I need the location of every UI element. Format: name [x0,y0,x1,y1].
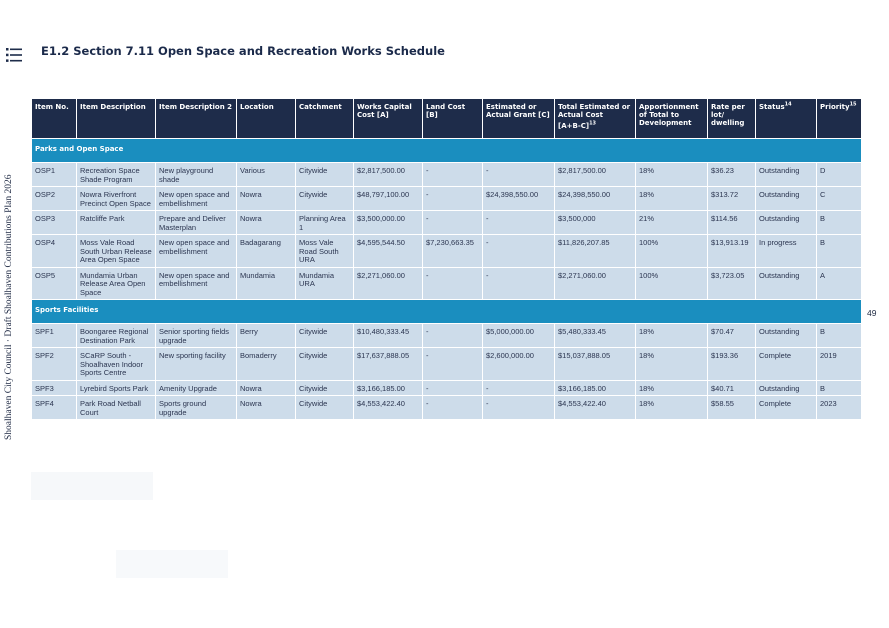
cell-rate: $13,913.19 [708,235,755,267]
cell-catchment: Citywide [296,324,353,347]
footnote-15: 15 [849,101,857,108]
cell-item-description: Ratcliffe Park [77,211,155,234]
cell-catchment: Citywide [296,163,353,186]
cell-location: Nowra [237,381,295,396]
header-location: Location [237,99,295,138]
cell-location: Nowra [237,396,295,419]
cell-land-cost: - [423,348,482,380]
cell-apportionment: 18% [636,187,707,210]
cell-status: Complete [756,396,816,419]
cell-rate: $193.36 [708,348,755,380]
header-works-capital-cost: Works Capital Cost [A] [354,99,422,138]
cell-works-capital-cost: $2,271,060.00 [354,268,422,300]
cell-item-description-2: Prepare and Deliver Masterplan [156,211,236,234]
cell-total-cost: $5,480,333.45 [555,324,635,347]
table-row [32,187,861,210]
cell-item-description-2: Senior sporting fields upgrade [156,324,236,347]
footnote-13: 13 [589,120,597,127]
cell-item-description: Recreation Space Shade Program [77,163,155,186]
cell-item-description-2: New open space and embellishment [156,235,236,267]
cell-catchment: Citywide [296,348,353,380]
cell-status: Outstanding [756,163,816,186]
cell-estimated-grant: - [483,211,554,234]
table-header-row [32,99,861,138]
table-body [32,139,861,419]
cell-priority: B [817,381,861,396]
cell-status: Outstanding [756,187,816,210]
cell-item-description-2: Amenity Upgrade [156,381,236,396]
header-land-cost: Land Cost [B] [423,99,482,138]
section-header-row [32,300,861,323]
cell-item-description: SCaRP South - Shoalhaven Indoor Sports Centre [77,348,155,380]
cell-land-cost: - [423,396,482,419]
cell-item-no: SPF3 [32,381,76,396]
faint-background-block [31,472,153,500]
cell-rate: $36.23 [708,163,755,186]
cell-catchment: Moss Vale Road South URA [296,235,353,267]
cell-item-no: SPF4 [32,396,76,419]
footnote-14: 14 [784,101,792,108]
table-row [32,235,861,267]
cell-catchment: Citywide [296,187,353,210]
cell-total-cost: $15,037,888.05 [555,348,635,380]
header-priority-label: Priority [820,103,850,111]
cell-catchment: Citywide [296,396,353,419]
table-row [32,268,861,300]
cell-estimated-grant: - [483,235,554,267]
cell-item-description-2: Sports ground upgrade [156,396,236,419]
cell-land-cost: - [423,187,482,210]
table-row [32,324,861,347]
cell-priority: D [817,163,861,186]
cell-works-capital-cost: $4,595,544.50 [354,235,422,267]
cell-location: Mundamia [237,268,295,300]
cell-status: Outstanding [756,381,816,396]
cell-rate: $3,723.05 [708,268,755,300]
cell-item-no: OSP2 [32,187,76,210]
cell-rate: $70.47 [708,324,755,347]
page-title: E1.2 Section 7.11 Open Space and Recreation Works Schedule [41,44,445,58]
header-apportionment: Apportionment of Total to Development [636,99,707,138]
cell-rate: $313.72 [708,187,755,210]
side-footer-text: Shoalhaven City Council · Draft Shoalhaven Contributions Plan 2026 [4,174,14,440]
cell-apportionment: 18% [636,324,707,347]
cell-catchment: Planning Area 1 [296,211,353,234]
cell-location: Badagarang [237,235,295,267]
cell-works-capital-cost: $17,637,888.05 [354,348,422,380]
cell-land-cost: - [423,268,482,300]
header-total-cost [555,99,635,138]
cell-status: Outstanding [756,324,816,347]
cell-works-capital-cost: $4,553,422.40 [354,396,422,419]
cell-works-capital-cost: $10,480,333.45 [354,324,422,347]
cell-estimated-grant: $5,000,000.00 [483,324,554,347]
cell-location: Bomaderry [237,348,295,380]
header-status-label: Status [759,103,785,111]
cell-rate: $114.56 [708,211,755,234]
list-menu-icon[interactable] [6,47,22,63]
cell-apportionment: 18% [636,396,707,419]
cell-status: Complete [756,348,816,380]
table-row [32,211,861,234]
works-schedule-table [31,98,862,420]
cell-estimated-grant: $24,398,550.00 [483,187,554,210]
cell-total-cost: $3,500,000 [555,211,635,234]
cell-item-description: Lyrebird Sports Park [77,381,155,396]
cell-item-no: SPF2 [32,348,76,380]
cell-land-cost: - [423,211,482,234]
cell-rate: $58.55 [708,396,755,419]
cell-status: In progress [756,235,816,267]
table-row [32,396,861,419]
table-row [32,381,861,396]
cell-item-description: Nowra Riverfront Precinct Open Space [77,187,155,210]
table-row [32,348,861,380]
cell-works-capital-cost: $3,500,000.00 [354,211,422,234]
cell-priority: B [817,235,861,267]
header-item-no: Item No. [32,99,76,138]
cell-rate: $40.71 [708,381,755,396]
cell-apportionment: 18% [636,381,707,396]
section-title: Sports Facilities [32,300,861,323]
cell-total-cost: $3,166,185.00 [555,381,635,396]
cell-works-capital-cost: $48,797,100.00 [354,187,422,210]
cell-apportionment: 100% [636,235,707,267]
cell-item-description: Moss Vale Road South Urban Release Area Open Space [77,235,155,267]
header-total-cost-label: Total Estimated or Actual Cost [558,103,631,119]
cell-item-description: Mundamia Urban Release Area Open Space [77,268,155,300]
cell-priority: C [817,187,861,210]
header-total-cost-formula-wrap [558,122,632,130]
cell-estimated-grant: - [483,268,554,300]
cell-total-cost: $4,553,422.40 [555,396,635,419]
cell-item-description: Boongaree Regional Destination Park [77,324,155,347]
header-catchment: Catchment [296,99,353,138]
cell-location: Nowra [237,187,295,210]
cell-priority: 2019 [817,348,861,380]
cell-priority: A [817,268,861,300]
cell-status: Outstanding [756,211,816,234]
header-item-description: Item Description [77,99,155,138]
cell-priority: B [817,324,861,347]
cell-land-cost: - [423,381,482,396]
cell-estimated-grant: - [483,163,554,186]
cell-apportionment: 18% [636,348,707,380]
cell-status: Outstanding [756,268,816,300]
cell-item-description-2: New playground shade [156,163,236,186]
cell-priority: B [817,211,861,234]
cell-catchment: Mundamia URA [296,268,353,300]
cell-land-cost: $7,230,663.35 [423,235,482,267]
cell-total-cost: $2,271,060.00 [555,268,635,300]
cell-works-capital-cost: $2,817,500.00 [354,163,422,186]
cell-item-description-2: New open space and embellishment [156,187,236,210]
cell-item-no: OSP3 [32,211,76,234]
cell-location: Various [237,163,295,186]
cell-location: Nowra [237,211,295,234]
cell-apportionment: 18% [636,163,707,186]
cell-total-cost: $2,817,500.00 [555,163,635,186]
cell-estimated-grant: - [483,381,554,396]
cell-priority: 2023 [817,396,861,419]
cell-location: Berry [237,324,295,347]
section-title: Parks and Open Space [32,139,861,162]
cell-total-cost: $24,398,550.00 [555,187,635,210]
cell-estimated-grant: $2,600,000.00 [483,348,554,380]
cell-works-capital-cost: $3,166,185.00 [354,381,422,396]
page-number: 49 [867,308,877,318]
cell-catchment: Citywide [296,381,353,396]
faint-background-block [116,550,228,578]
cell-item-no: OSP5 [32,268,76,300]
header-item-description-2: Item Description 2 [156,99,236,138]
cell-apportionment: 100% [636,268,707,300]
cell-total-cost: $11,826,207.85 [555,235,635,267]
cell-estimated-grant: - [483,396,554,419]
cell-item-no: OSP1 [32,163,76,186]
header-total-cost-formula: [A+B-C] [558,122,590,130]
cell-item-no: SPF1 [32,324,76,347]
table-row [32,163,861,186]
header-status [756,99,816,138]
cell-item-description-2: New sporting facility [156,348,236,380]
cell-land-cost: - [423,163,482,186]
header-estimated-grant: Estimated or Actual Grant [C] [483,99,554,138]
cell-apportionment: 21% [636,211,707,234]
header-rate: Rate per lot/ dwelling [708,99,755,138]
cell-item-description-2: New open space and embellishment [156,268,236,300]
cell-item-no: OSP4 [32,235,76,267]
header-priority [817,99,861,138]
section-header-row [32,139,861,162]
cell-item-description: Park Road Netball Court [77,396,155,419]
cell-land-cost: - [423,324,482,347]
